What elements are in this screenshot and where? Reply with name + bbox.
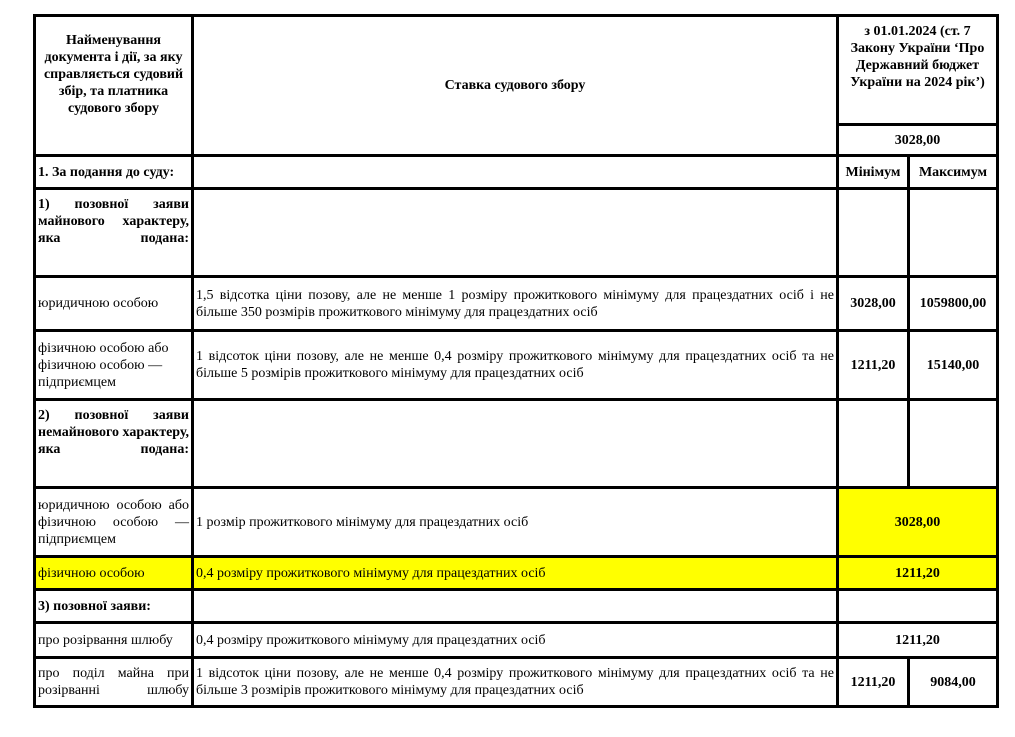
fixed-amount: 3028,00 — [839, 489, 999, 558]
empty-cell — [194, 401, 839, 489]
header-document-column: Найменування документа і дії, за яку справляється судовий збір, та платника судового збору — [36, 17, 194, 157]
max-value: 9084,00 — [910, 659, 999, 708]
payer-cell: юридичною особою або фізичною особою — підприємцем — [36, 489, 194, 558]
empty-cell — [910, 190, 999, 278]
rate-cell: 0,4 розміру прожиткового мінімуму для працездатних осіб — [194, 624, 839, 659]
max-value: 1059800,00 — [910, 278, 999, 332]
empty-cell — [194, 157, 839, 190]
subsection-claims: 3) позовної заяви: — [36, 591, 194, 624]
min-value: 1211,20 — [839, 659, 910, 708]
payer-cell: юридичною особою — [36, 278, 194, 332]
header-rate-column: Ставка судового збору — [194, 17, 839, 157]
section-1-label: 1. За подання до суду: — [36, 157, 194, 190]
rate-cell: 1,5 відсотка ціни позову, але не менше 1 розміру прожиткового мінімуму для працездатних осіб і не більше 350 розмірів прожиткового мінімуму для працездатних осіб — [194, 278, 839, 332]
min-value: 1211,20 — [839, 332, 910, 401]
header-base-amount: 3028,00 — [839, 126, 999, 157]
empty-cell — [839, 401, 910, 489]
min-column-label: Мінімум — [839, 157, 910, 190]
rate-cell: 1 розмір прожиткового мінімуму для працездатних осіб — [194, 489, 839, 558]
fixed-amount-highlighted: 1211,20 — [839, 558, 999, 591]
subsection-non-property-claims: 2) позовної заяви немайнового характеру, яка подана: — [36, 401, 194, 489]
min-value: 3028,00 — [839, 278, 910, 332]
court-fee-table-page — [33, 14, 996, 708]
header-period-column: з 01.01.2024 (ст. 7 Закону України ‘Про Державний бюджет України на 2024 рік’) — [839, 17, 999, 126]
rate-cell: 1 відсоток ціни позову, але не менше 0,4 розміру прожиткового мінімуму для працездатних осіб та не більше 3 розмірів прожиткового мінімуму для працездатних осіб — [194, 659, 839, 708]
fixed-amount: 1211,20 — [839, 624, 999, 659]
subsection-property-claims: 1) позовної заяви майнового характеру, яка подана: — [36, 190, 194, 278]
rate-cell: 1 відсоток ціни позову, але не менше 0,4 розміру прожиткового мінімуму для працездатних осіб та не більше 5 розмірів прожиткового мінімуму для працездатних осіб — [194, 332, 839, 401]
payer-cell: про розірвання шлюбу — [36, 624, 194, 659]
empty-cell — [194, 190, 839, 278]
max-column-label: Максимум — [910, 157, 999, 190]
payer-cell: фізичною особою або фізичною особою — підприємцем — [36, 332, 194, 401]
court-fee-table — [33, 14, 999, 708]
empty-cell — [839, 591, 999, 624]
payer-cell: про поділ майна при розірванні шлюбу — [36, 659, 194, 708]
max-value: 15140,00 — [910, 332, 999, 401]
empty-cell — [194, 591, 839, 624]
empty-cell — [839, 190, 910, 278]
empty-cell — [910, 401, 999, 489]
payer-cell-highlighted: фізичною особою — [36, 558, 194, 591]
rate-cell-highlighted: 0,4 розміру прожиткового мінімуму для працездатних осіб — [194, 558, 839, 591]
